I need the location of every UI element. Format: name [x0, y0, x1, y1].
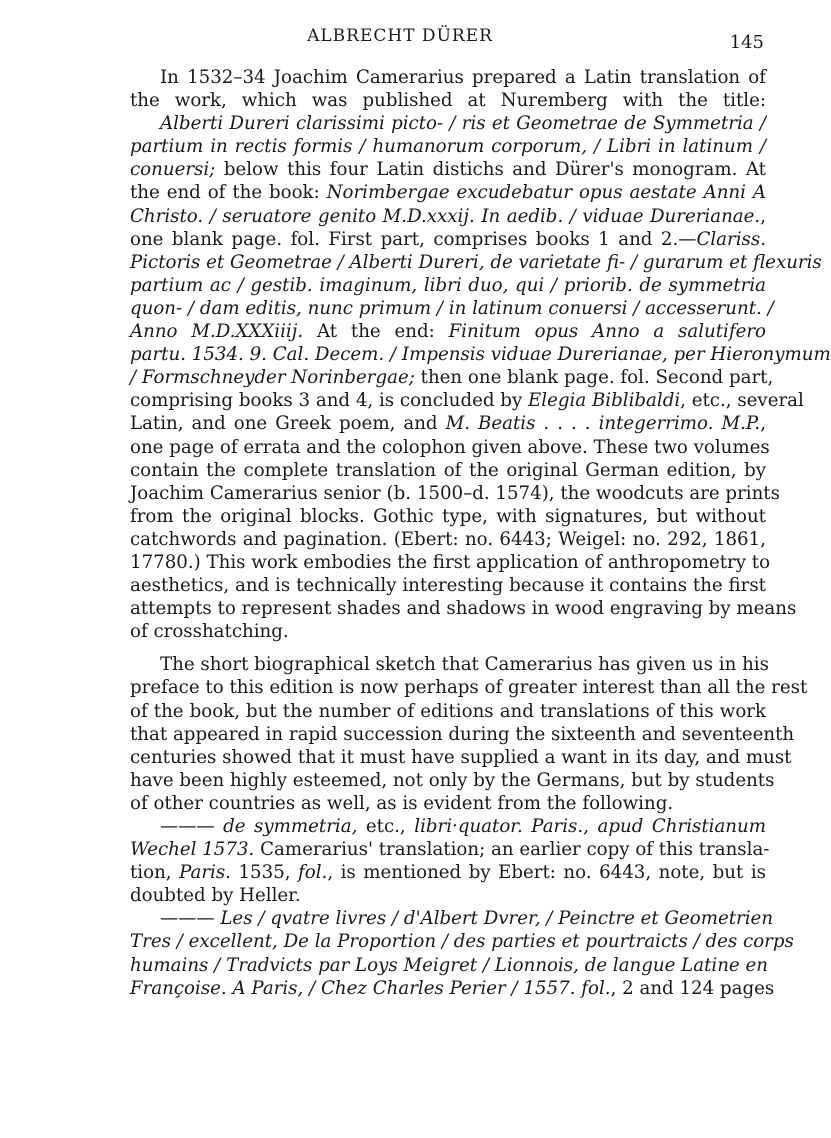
text: ———	[160, 816, 224, 837]
text: 17780.) This work embodies the first application of anthropometry to	[130, 551, 771, 573]
text-line	[130, 459, 766, 482]
italic-text: Alberti Dureri clarissimi picto- / ris et Geometrae de Symmetria /	[160, 113, 766, 135]
italic-text: / Formschneyder Norinbergae;	[130, 367, 415, 389]
italic-text: quon- / dam editis, nunc primum / in latinum conuersi / accesserunt. /	[130, 297, 774, 319]
text-line	[130, 205, 766, 228]
text: Joachim Camerarius senior (b. 1500–d. 1574), the woodcuts are prints	[130, 482, 780, 504]
text-line	[130, 274, 766, 297]
text-line	[130, 251, 822, 274]
text: The short biographical sketch that Camerarius has given us in his	[160, 654, 769, 676]
text: , is mentioned by Ebert: no. 6443, note, but is	[327, 862, 766, 884]
text-line	[130, 838, 770, 861]
text: of the book, but the number of editions and translations of this work	[130, 700, 766, 722]
text-line	[130, 412, 766, 435]
text: below this four Latin distichs and Dürer's monogram. At	[215, 159, 766, 181]
italic-text: M. Beatis . . . . integerrimo. M.P.	[445, 413, 761, 435]
text-line	[130, 158, 766, 181]
text-line	[130, 620, 766, 643]
text: ———	[160, 908, 221, 930]
text-line	[130, 505, 766, 528]
text-line	[130, 574, 766, 597]
text-line	[130, 228, 766, 251]
italic-text: Pictoris et Geometrae / Alberti Dureri, de varietate fi- / gurarum et flexuris	[130, 251, 822, 273]
text: centuries showed that it must have supplied a want in its day, and must	[130, 746, 792, 768]
italic-text: conuersi;	[130, 159, 216, 181]
body-text	[130, 66, 831, 1000]
text: then one blank page. fol. Second part,	[414, 367, 774, 389]
text-line	[130, 792, 766, 815]
text: from the original blocks. Gothic type, with signatures, but without	[130, 505, 766, 527]
text: In 1532–34 Joachim Camerarius prepared a Latin translation of	[160, 67, 766, 88]
text: of crosshatching.	[130, 621, 289, 643]
text: catchwords and pagination. (Ebert: no. 6443; Weigel: no. 292, 1861,	[130, 528, 766, 550]
italic-text: partium ac / gestib. imaginum, libri duo, qui / priorib. de symmetria	[130, 274, 766, 296]
italic-text: fol.	[298, 862, 328, 884]
text: , 2 and 124 pages	[610, 977, 775, 999]
italic-text: Tres / excellent, De la Proportion / des parties et pourtraicts / des corps	[130, 931, 794, 953]
text: , etc., several	[680, 390, 804, 412]
running-head	[0, 26, 800, 53]
italic-text: Norimbergae excudebatur opus aestate Anni A	[326, 182, 766, 204]
text-line	[130, 181, 766, 204]
text: comprising books 3 and 4, is concluded by	[130, 390, 528, 412]
text-line	[130, 977, 775, 1000]
text: one blank page. fol. First part, comprises books 1 and 2.—	[130, 228, 697, 250]
text-line	[130, 907, 774, 930]
text: At the end:	[303, 321, 449, 343]
text-line	[130, 861, 766, 884]
running-title: ALBRECHT DÜRER	[307, 26, 493, 46]
text: doubted by Heller.	[130, 885, 301, 907]
text-line	[130, 343, 831, 366]
text: tion,	[130, 862, 180, 884]
text-line	[130, 320, 766, 343]
text-line	[130, 366, 774, 389]
italic-text: Anno M.D.XXXiiij.	[130, 321, 304, 343]
text: the end of the book:	[130, 182, 327, 204]
text: one page of errata and the colophon given above. These two volumes	[130, 436, 770, 458]
text-line	[130, 676, 808, 699]
text-line	[130, 482, 780, 505]
italic-text: partium in rectis formis / humanorum corporum, / Libri in latinum /	[130, 136, 766, 158]
text-line	[130, 700, 766, 723]
text-line	[130, 66, 766, 89]
text: ,	[760, 205, 766, 227]
italic-text: Clariss.	[696, 228, 766, 250]
text: ,	[760, 413, 766, 435]
italic-text: Finitum opus Anno a salutifero	[448, 321, 766, 343]
text: aesthetics, and is technically interesting because it contains the first	[130, 575, 766, 597]
text-line	[130, 551, 771, 574]
text-line	[130, 884, 766, 907]
italic-text: libri·quator. Paris., apud Christianum	[414, 816, 766, 837]
text: etc.,	[357, 816, 415, 837]
text-line	[130, 436, 770, 459]
text: of other countries as well, as is evident from the following.	[130, 792, 674, 814]
text: the work, which was published at Nuremberg with the title:	[130, 90, 766, 112]
text-line	[130, 597, 797, 620]
italic-text: de symmetria,	[223, 816, 358, 837]
text-line	[130, 297, 774, 320]
italic-text: Les / qvatre livres / d'Albert Dvrer, / Peinctre et Geometrien	[220, 908, 774, 930]
text: preface to this edition is now perhaps of greater interest than all the rest	[130, 677, 808, 699]
text-line	[130, 89, 766, 112]
italic-text: Wechel 1573.	[130, 839, 255, 861]
text-line	[130, 112, 766, 135]
italic-text: Elegia Biblibaldi	[528, 390, 681, 412]
italic-text: Christo. / seruatore genito M.D.xxxij. In aedib. / viduae Durerianae.	[130, 205, 761, 227]
text-line	[130, 930, 794, 953]
text-line	[130, 954, 766, 977]
text-line	[130, 815, 766, 838]
text: 1535,	[230, 862, 299, 884]
text: attempts to represent shades and shadows in wood engraving by means	[130, 598, 797, 620]
text-line	[130, 389, 804, 412]
page-number: 145	[729, 32, 764, 53]
italic-text: partu. 1534. 9. Cal. Decem. / Impensis viduae Durerianae, per Hieronymum	[130, 344, 831, 366]
text: Latin, and one Greek poem, and	[130, 413, 446, 435]
text: have been highly esteemed, not only by the Germans, but by students	[130, 769, 775, 791]
italic-text: Paris.	[179, 862, 231, 884]
text-line	[130, 769, 775, 792]
paragraph-gap	[130, 643, 766, 653]
text-line	[130, 135, 766, 158]
text-line	[130, 723, 795, 746]
text-line	[130, 746, 792, 769]
text: that appeared in rapid succession during the sixteenth and seventeenth	[130, 723, 795, 745]
text-line	[130, 653, 769, 676]
text-line	[130, 528, 766, 551]
italic-text: humains / Tradvicts par Loys Meigret / Lionnois, de langue Latine en	[130, 954, 768, 976]
text: Camerarius' translation; an earlier copy of this transla-	[254, 839, 770, 861]
italic-text: Françoise. A Paris, / Chez Charles Perier / 1557. fol.	[130, 977, 611, 999]
text: contain the complete translation of the original German edition, by	[130, 459, 766, 481]
